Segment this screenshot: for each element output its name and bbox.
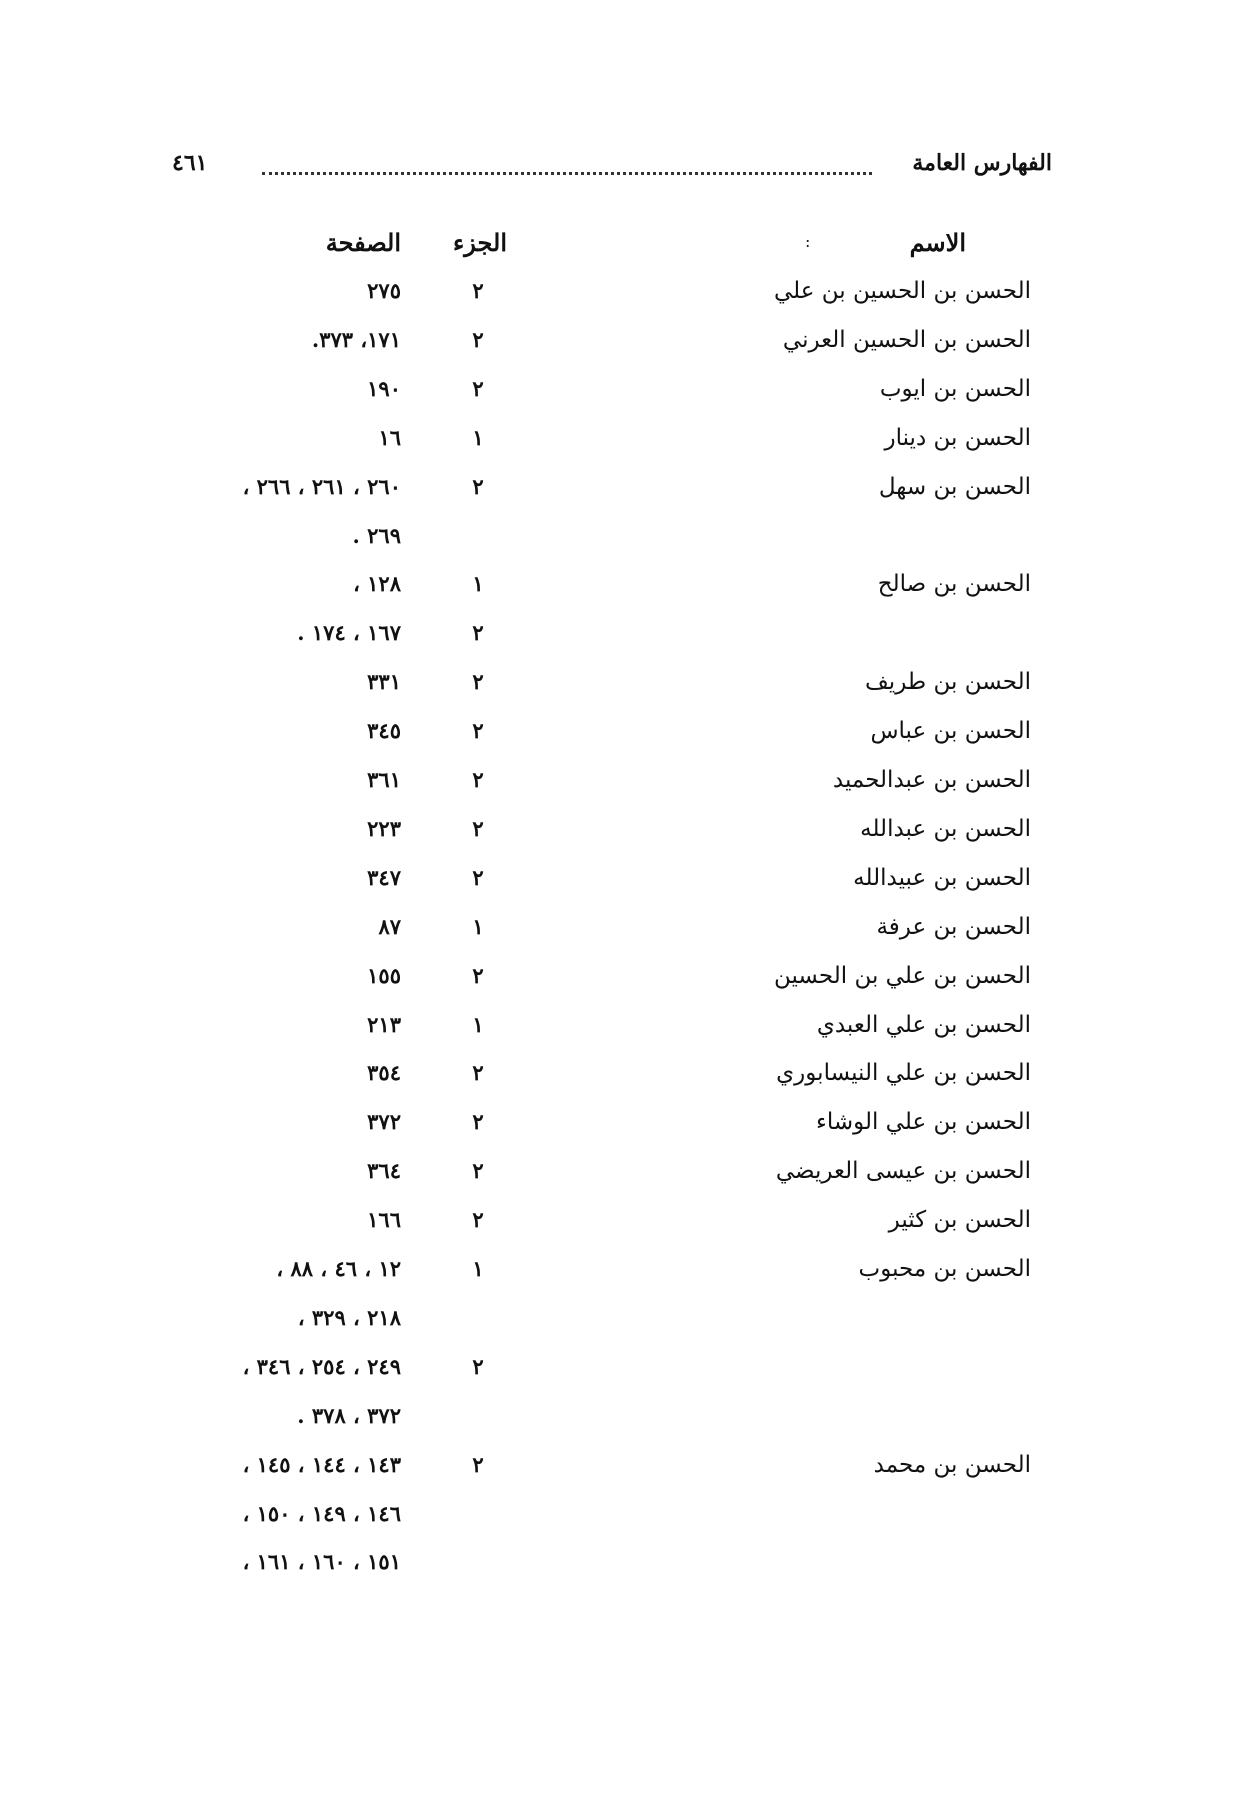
entry-name: الحسن بن محمد	[873, 1451, 1031, 1478]
entry-part: ٢	[472, 718, 484, 744]
entry-part: ٢	[472, 864, 484, 890]
entry-part: ١	[472, 424, 484, 450]
entry-part: ١	[472, 913, 484, 939]
entry-part: ٢	[472, 815, 484, 841]
running-header	[172, 150, 1052, 190]
entry-pages: ١٦٧ ، ١٧٤ .	[297, 620, 401, 646]
table-row	[0, 759, 1249, 808]
entry-name: الحسن بن عبدالحميد	[832, 767, 1031, 793]
table-row	[0, 1004, 1249, 1053]
table-row	[0, 1541, 1249, 1590]
entry-name: الحسن بن محبوب	[858, 1256, 1031, 1282]
table-row	[0, 955, 1249, 1004]
entry-name: الحسن بن الحسين بن علي	[773, 278, 1031, 304]
entry-name: الحسن بن ايوب	[879, 375, 1031, 402]
table-row	[0, 612, 1249, 661]
table-row	[0, 563, 1249, 612]
table-row	[0, 710, 1249, 759]
table-row	[0, 417, 1249, 466]
header-title: الفهارس العامة	[912, 150, 1052, 176]
entry-part: ٢	[472, 669, 484, 695]
entry-pages: ١٩٠	[367, 375, 401, 401]
entry-pages: ١٤٣ ، ١٤٤ ، ١٤٥ ،	[242, 1451, 401, 1477]
entry-part: ٢	[472, 962, 484, 988]
entry-pages: ١٥٥	[367, 962, 401, 988]
entry-pages: ٣٧٢ ، ٣٧٨ .	[297, 1402, 401, 1428]
entry-part: ٢	[472, 620, 484, 646]
column-heading-pages: الصفحة	[325, 228, 401, 257]
entry-pages: ٣٤٥	[367, 718, 401, 744]
entry-part: ١	[472, 1011, 484, 1037]
entry-part: ٢	[472, 1207, 484, 1233]
entry-name: الحسن بن علي الوشاء	[816, 1109, 1031, 1136]
table-row	[0, 1101, 1249, 1150]
entry-name: الحسن بن دينار	[884, 424, 1031, 451]
table-row	[0, 1346, 1249, 1395]
entry-name: الحسن بن الحسين العرني	[782, 326, 1031, 353]
table-row	[0, 1297, 1249, 1346]
entry-name: الحسن بن كثير	[888, 1207, 1031, 1234]
table-row	[0, 857, 1249, 906]
table-row	[0, 368, 1249, 417]
table-row	[0, 1052, 1249, 1101]
entry-part: ١	[472, 1256, 484, 1281]
entry-name: الحسن بن عرفة	[876, 913, 1031, 940]
entry-name: الحسن بن صالح	[877, 571, 1031, 598]
entry-part: ٢	[472, 1060, 484, 1086]
entry-name: الحسن بن علي النيسابوري	[776, 1060, 1031, 1087]
entry-part: ٢	[472, 767, 484, 792]
entry-pages: ١٤٦ ، ١٤٩ ، ١٥٠ ،	[242, 1500, 401, 1526]
entry-pages: ٨٧	[378, 913, 401, 939]
entry-name: الحسن بن سهل	[878, 473, 1031, 500]
entry-pages: ٣٦١	[367, 767, 401, 792]
entry-pages: ٢٦٩ .	[352, 522, 401, 548]
table-row	[0, 1444, 1249, 1493]
entry-name: الحسن بن عبيدالله	[853, 864, 1031, 891]
table-row	[0, 808, 1249, 857]
table-row	[0, 515, 1249, 564]
entry-pages: ١٢ ، ٤٦ ، ٨٨ ،	[276, 1256, 401, 1281]
header-dotted-leader	[262, 172, 872, 175]
table-row	[0, 1395, 1249, 1444]
entry-part: ٢	[472, 1451, 484, 1477]
entry-part: ٢	[472, 1353, 484, 1379]
entry-pages: ٢٤٩ ، ٢٥٤ ، ٣٤٦ ،	[242, 1353, 401, 1379]
entry-part: ٢	[472, 326, 484, 352]
entry-pages: ١٦	[378, 424, 401, 450]
entry-part: ١	[472, 571, 484, 597]
entry-name: الحسن بن علي بن الحسين	[773, 962, 1031, 989]
table-row	[0, 906, 1249, 955]
entry-part: ٢	[472, 375, 484, 401]
table-row	[0, 319, 1249, 368]
table-row	[0, 270, 1249, 319]
entry-pages: ٣٤٧	[367, 864, 401, 890]
entry-pages: ٢١٣	[367, 1011, 401, 1037]
page-number: ٤٦١	[172, 150, 208, 176]
table-row	[0, 466, 1249, 515]
table-row	[0, 1493, 1249, 1542]
entry-pages: ١٢٨ ،	[353, 571, 401, 597]
column-heading-part: الجزء	[453, 228, 507, 257]
entry-pages: ١٦٦	[367, 1207, 401, 1233]
entry-name: الحسن بن عباس	[870, 718, 1031, 745]
entry-part: ٢	[472, 1158, 484, 1184]
entry-pages: ٢٦٠ ، ٢٦١ ، ٢٦٦ ،	[242, 473, 401, 499]
entry-pages: ٣٥٤	[367, 1060, 401, 1086]
entry-pages: ٣٧٢	[367, 1109, 401, 1135]
table-row	[0, 1248, 1249, 1297]
entry-pages: ٢١٨ ، ٣٢٩ ،	[297, 1304, 401, 1330]
entry-part: ٢	[472, 473, 484, 499]
table-row	[0, 1150, 1249, 1199]
column-heading-colon: :	[805, 232, 811, 251]
entry-pages: ١٧١، ٣٧٣.	[311, 326, 401, 352]
entry-pages: ٣٣١	[367, 669, 401, 695]
entry-pages: ٣٦٤	[367, 1158, 401, 1184]
entry-name: الحسن بن طريف	[864, 669, 1031, 696]
entry-pages: ١٥١ ، ١٦٠ ، ١٦١ ،	[242, 1549, 401, 1575]
entry-name: الحسن بن عبدالله	[860, 815, 1031, 842]
entry-pages: ٢٢٣	[367, 815, 401, 841]
entry-part: ٢	[472, 278, 484, 303]
entry-name: الحسن بن علي العبدي	[816, 1011, 1031, 1038]
table-row	[0, 1199, 1249, 1248]
entry-pages: ٢٧٥	[367, 278, 401, 303]
table-row	[0, 661, 1249, 710]
entry-name: الحسن بن عيسى العريضي	[775, 1158, 1031, 1185]
entry-part: ٢	[472, 1109, 484, 1135]
column-heading-name: الاسم	[909, 228, 966, 257]
